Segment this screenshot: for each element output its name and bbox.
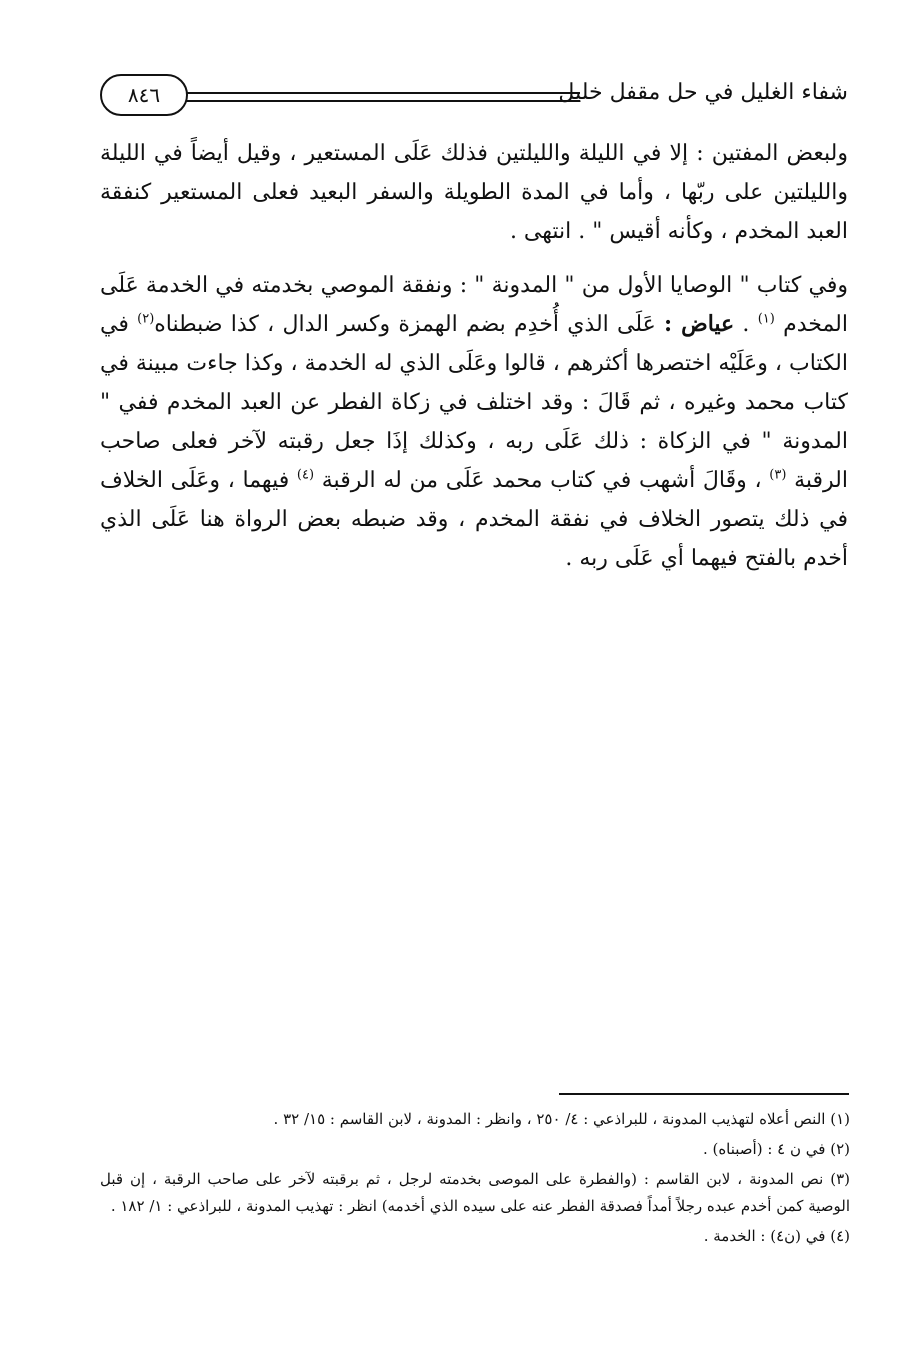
- footnote-separator: [559, 1093, 849, 1095]
- footnote-1: (١) النص أعلاه لتهذيب المدونة ، للبراذعي : ٤/ ٢٥٠ ، وانظر : المدونة ، لابن القاسم : ١٥/ ٣٢ .: [273, 1110, 850, 1128]
- footnotes-section: [100, 1106, 850, 1253]
- footnote-2: (٢) في ن ٤ : (أصبناه) .: [702, 1140, 850, 1158]
- main-text: [100, 134, 848, 578]
- paragraph-2-text-f: فيهما ، وعَلَى الخلاف في ذلك يتصور الخلاف في نفقة المخدم ، وقد ضبطه بعض الرواة هنا عَلَى الذي أخدم بالفتح فيهما أي عَلَى ربه .: [100, 468, 848, 571]
- footnote-ref-2[interactable]: (٢): [137, 311, 155, 327]
- header-double-rule: [186, 92, 580, 102]
- footnote-4: (٤) في (ن٤) : الخدمة .: [703, 1227, 850, 1245]
- paragraph-2-text-b: .: [734, 312, 758, 337]
- footnote-3: (٣) نص المدونة ، لابن القاسم : (والفطرة على الموصى بخدمته لرجل ، ثم برقبته لآخر على صاحب الرقبة ، إن قبل الوصية كمن أخدم عبده رجلاً أمداً فصدقة الفطر عنه على سيده الذي أخدمه) انظر : تهذيب المدونة ، للبراذعي : ١/ ١٨٢ .: [100, 1170, 850, 1215]
- book-title: شفاء الغليل في حل مقفل خليل: [558, 80, 848, 105]
- page-number: ٨٤٦: [100, 74, 188, 116]
- paragraph-2-text-d: في الكتاب ، وعَلَيْه اختصرها أكثرهم ، قالوا وعَلَى الذي له الخدمة ، وكذا جاءت مبينة في كتاب محمد وغيره ، ثم قَالَ : وقد اختلف في زكاة الفطر عن العبد المخدم ففي " المدونة " في الزكاة : ذلك عَلَى ربه ، وكذلك إذَا جعل رقبته لآخر فعلى صاحب الرقبة: [100, 312, 848, 493]
- footnote-ref-4[interactable]: (٤): [296, 467, 315, 483]
- footnote-ref-1[interactable]: (١): [757, 311, 775, 327]
- paragraph-2-text-e: ، وقَالَ أشهب في كتاب محمد عَلَى من له الرقبة: [321, 468, 770, 493]
- footnote-ref-3[interactable]: (٣): [769, 467, 787, 483]
- running-header: [100, 74, 848, 118]
- paragraph-2-text-c: عَلَى الذي أُخدِم بضم الهمزة وكسر الدال ، كذا ضبطناه: [154, 312, 665, 337]
- cited-scholar-name: عياض :: [664, 311, 735, 337]
- paragraph-2-text-a: وفي كتاب " الوصايا الأول من " المدونة " : ونفقة الموصي بخدمته في الخدمة عَلَى المخدم: [100, 273, 848, 337]
- paragraph-2: [100, 266, 848, 578]
- paragraph-1: ولبعض المفتين : إلا في الليلة والليلتين فذلك عَلَى المستعير ، وقيل أيضاً في الليلة والليلتين على ربّها ، وأما في المدة الطويلة والسفر البعيد فعلى المستعير كنفقة العبد المخدم ، وكأنه أقيس " . انتهى .: [100, 141, 848, 244]
